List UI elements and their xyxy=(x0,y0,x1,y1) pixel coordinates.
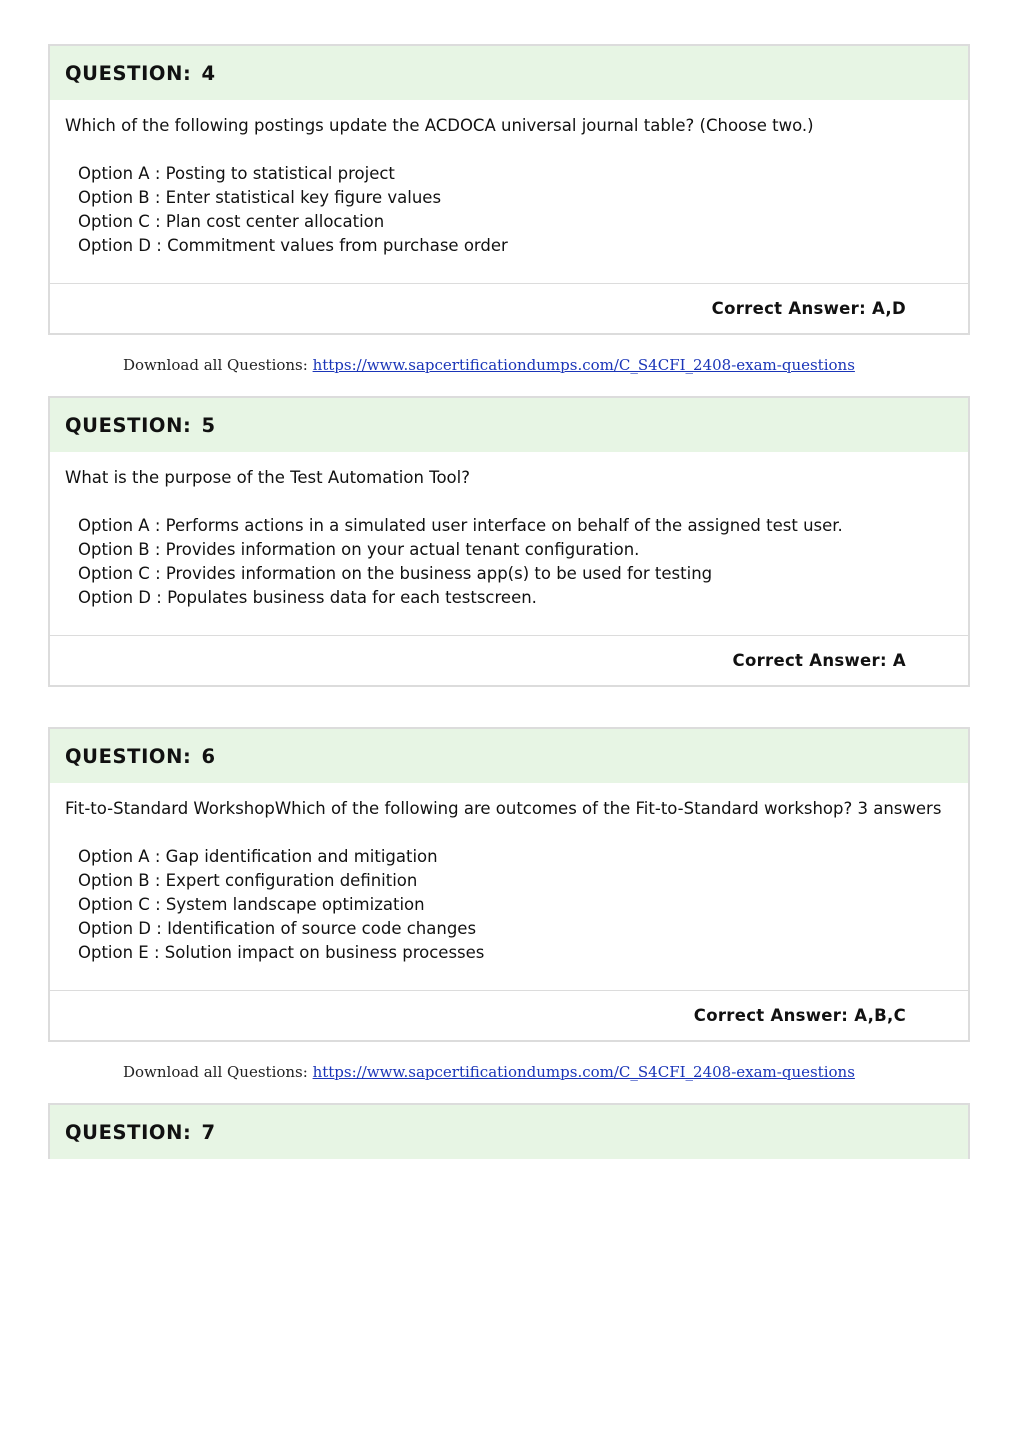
question-header xyxy=(50,46,968,100)
option-c: Option C : Plan cost center allocation xyxy=(78,212,385,231)
question-card-6 xyxy=(48,727,970,1042)
download-link[interactable]: https://www.sapcertificationdumps.com/C_S4CFI_2408-exam-questions xyxy=(312,1063,855,1081)
question-number: 7 xyxy=(201,1120,216,1144)
question-body xyxy=(50,452,968,624)
option-d: Option D : Identification of source code changes xyxy=(78,919,477,938)
answer-value: A xyxy=(892,651,906,670)
option-d: Option D : Populates business data for each testscreen. xyxy=(78,588,537,607)
question-text: Which of the following postings update the ACDOCA universal journal table? (Choose two.) xyxy=(65,116,814,135)
answer-label: Correct Answer: xyxy=(711,299,866,318)
question-card-7 xyxy=(48,1103,970,1159)
download-link[interactable]: https://www.sapcertificationdumps.com/C_S4CFI_2408-exam-questions xyxy=(312,356,855,374)
correct-answer-row xyxy=(50,990,968,1040)
question-label: QUESTION: xyxy=(65,413,192,437)
answer-value: A,D xyxy=(872,299,906,318)
question-body xyxy=(50,100,968,272)
answer-label: Correct Answer: xyxy=(732,651,887,670)
question-label: QUESTION: xyxy=(65,61,192,85)
correct-answer-row xyxy=(50,635,968,685)
correct-answer-row xyxy=(50,283,968,333)
option-b: Option B : Provides information on your actual tenant configuration. xyxy=(78,540,640,559)
question-header xyxy=(50,729,968,783)
question-number: 6 xyxy=(201,744,216,768)
download-line xyxy=(123,356,855,374)
question-card-5 xyxy=(48,396,970,687)
answer-label: Correct Answer: xyxy=(693,1006,849,1025)
option-a: Option A : Posting to statistical project xyxy=(78,164,395,183)
answer-value: A,B,C xyxy=(854,1006,906,1025)
option-e: Option E : Solution impact on business processes xyxy=(78,943,485,962)
option-c: Option C : System landscape optimization xyxy=(78,895,425,914)
question-label: QUESTION: xyxy=(65,744,192,768)
question-label: QUESTION: xyxy=(65,1120,192,1144)
download-line xyxy=(123,1063,855,1081)
question-header xyxy=(50,398,968,452)
option-a: Option A : Gap identification and mitigation xyxy=(78,847,438,866)
question-text: Fit-to-Standard WorkshopWhich of the following are outcomes of the Fit-to-Standard workshop? 3 answers xyxy=(65,799,942,818)
download-label: Download all Questions: xyxy=(123,1063,308,1081)
question-card-4 xyxy=(48,44,970,335)
question-text: What is the purpose of the Test Automation Tool? xyxy=(65,468,470,487)
question-number: 4 xyxy=(201,61,216,85)
option-c: Option C : Provides information on the business app(s) to be used for testing xyxy=(78,564,713,583)
option-d: Option D : Commitment values from purchase order xyxy=(78,236,508,255)
question-number: 5 xyxy=(201,413,216,437)
download-label: Download all Questions: xyxy=(123,356,308,374)
question-header xyxy=(50,1105,968,1159)
question-body xyxy=(50,783,968,979)
option-b: Option B : Expert configuration definition xyxy=(78,871,418,890)
option-a: Option A : Performs actions in a simulated user interface on behalf of the assigned test user. xyxy=(78,516,843,535)
option-b: Option B : Enter statistical key figure values xyxy=(78,188,442,207)
